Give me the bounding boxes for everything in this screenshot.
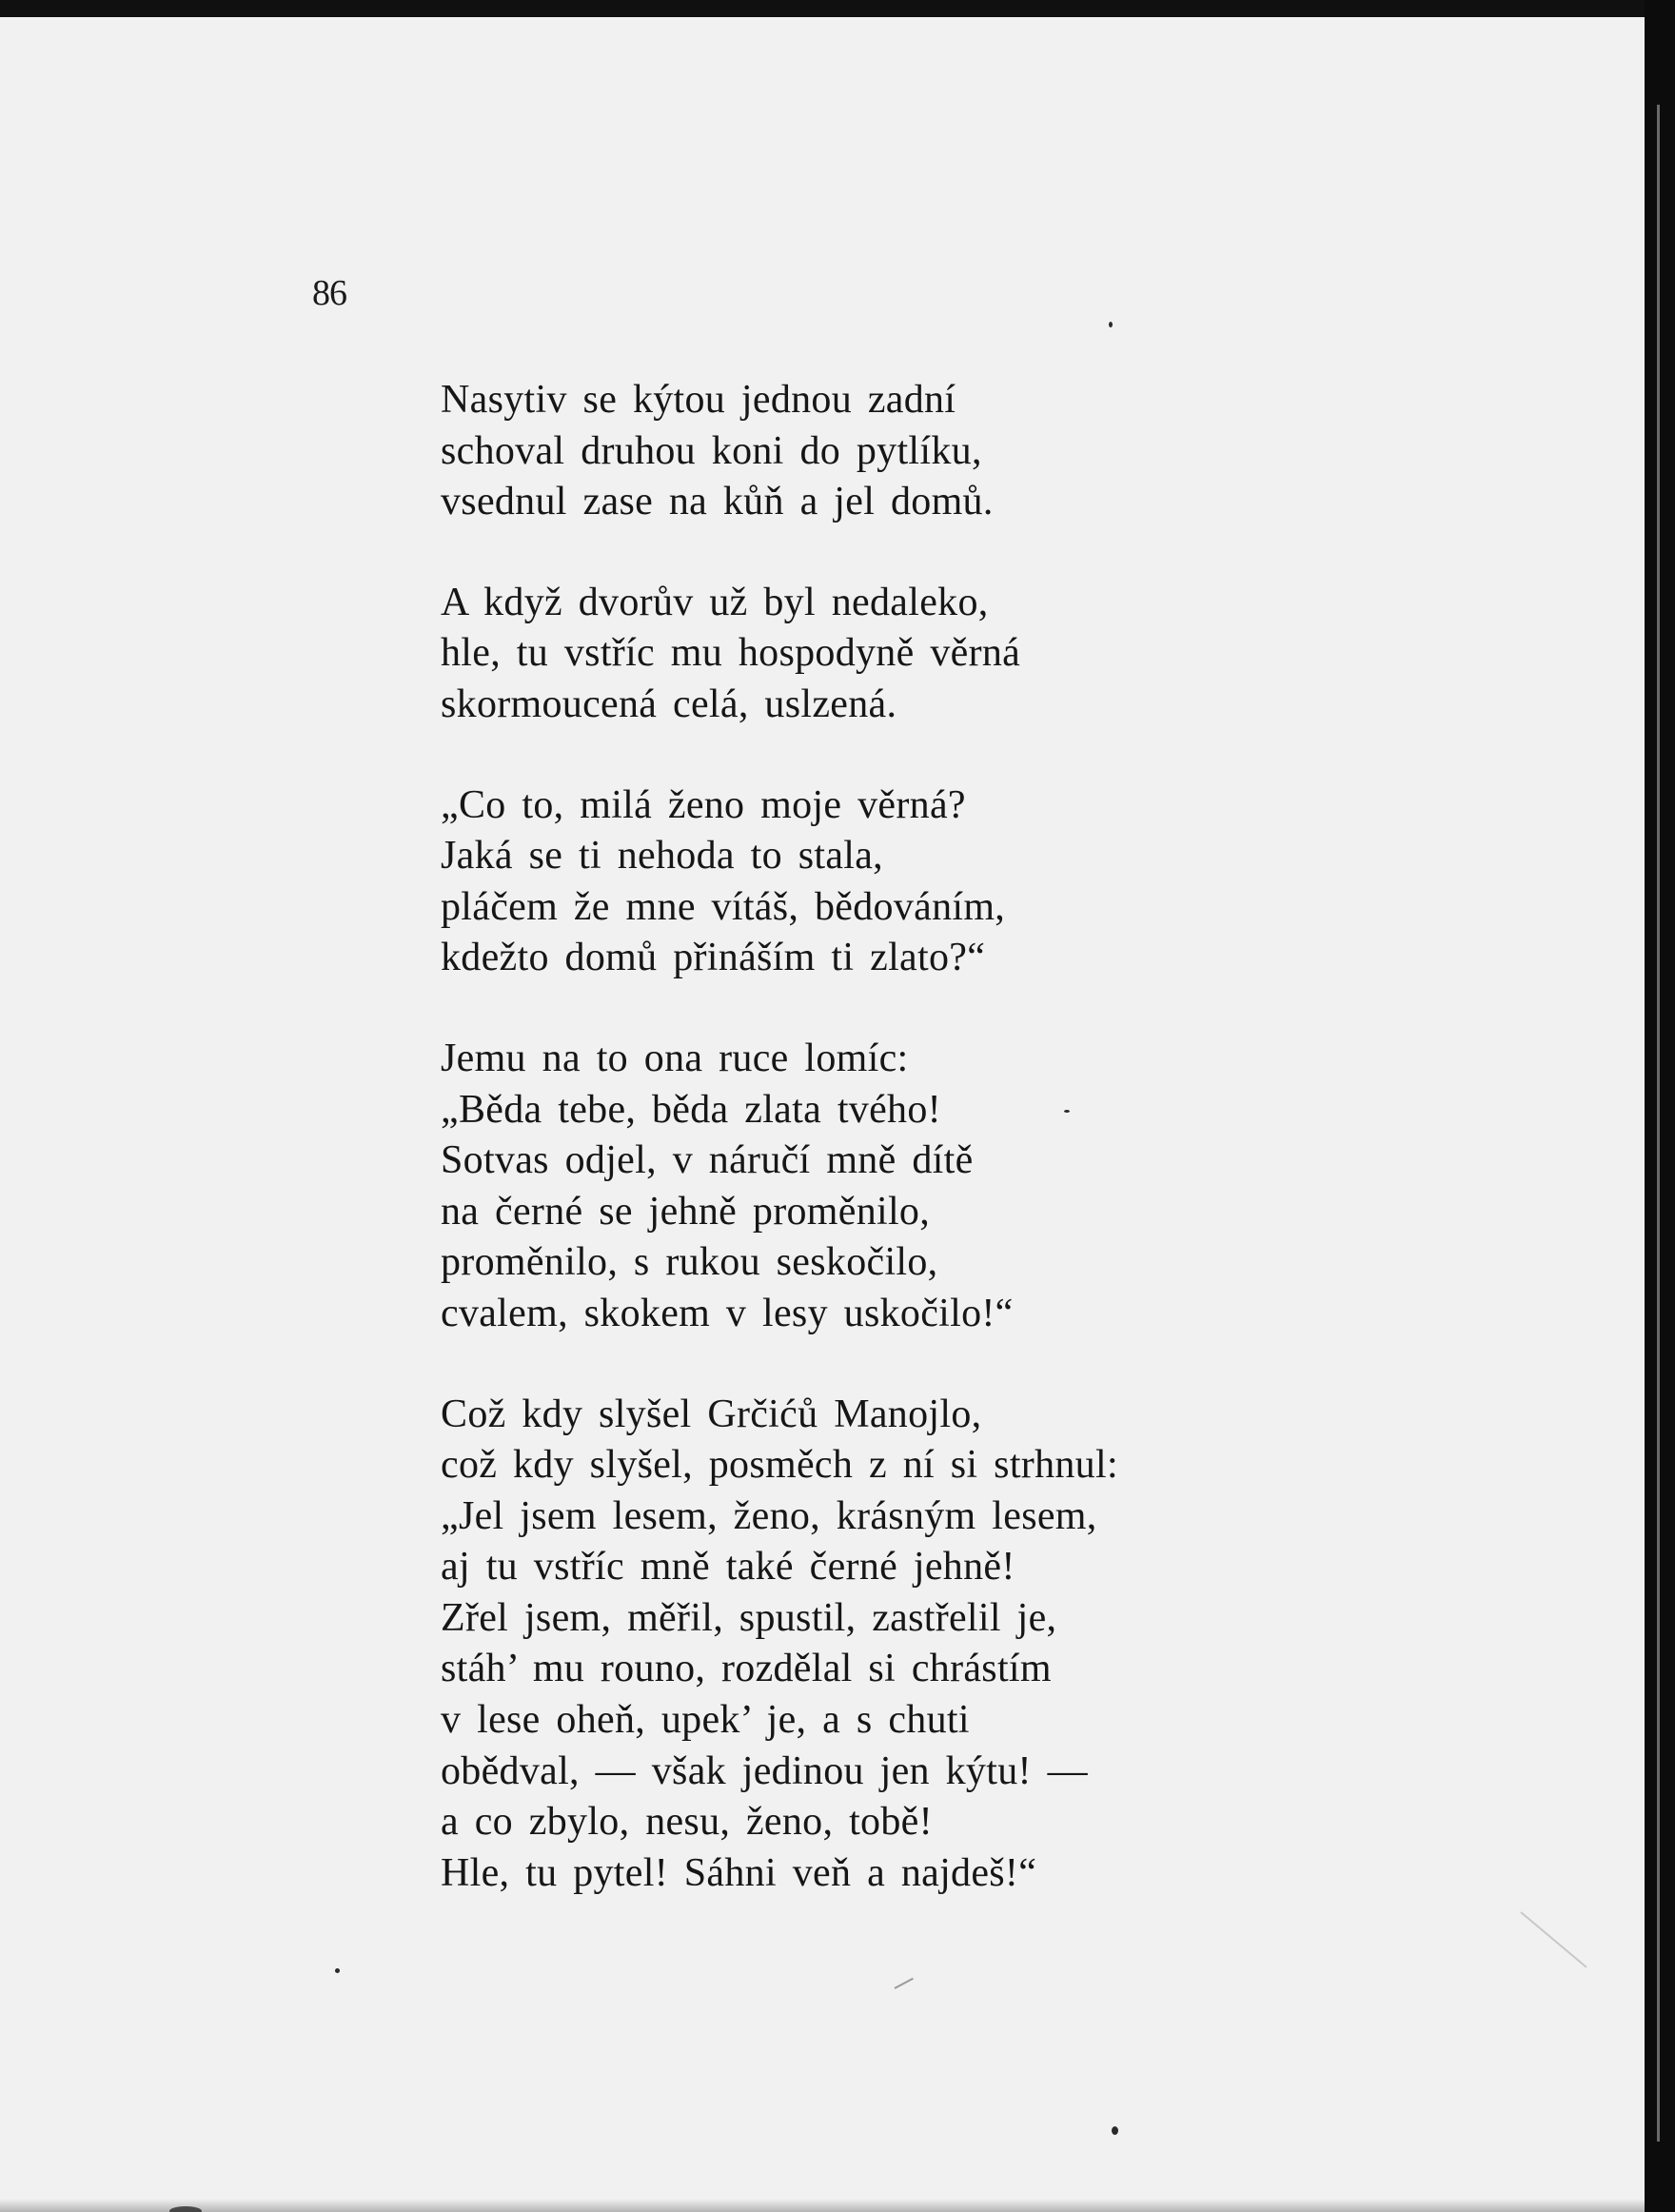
- poem-line: což kdy slyšel, posměch z ní si strhnul:: [441, 1443, 1118, 1488]
- poem-line: a co zbylo, nesu, ženo, tobě!: [441, 1800, 933, 1845]
- scan-speck: [1064, 1110, 1070, 1113]
- poem-line: skormoucená celá, uslzená.: [441, 681, 897, 726]
- poem-line: Zřel jsem, měřil, spustil, zastřelil je,: [441, 1595, 1057, 1640]
- poem-line: vsednul zase na kůň a jel domů.: [441, 480, 994, 524]
- scan-scratch: [1520, 1911, 1586, 1967]
- poem-text: [441, 375, 1535, 1899]
- scan-scratch: [895, 1978, 914, 1989]
- poem-line: pláčem že mne vítáš, bědováním,: [441, 884, 1006, 929]
- poem-line: schoval druhou koni do pytlíku,: [441, 428, 982, 473]
- scan-speck: [335, 1968, 340, 1973]
- poem-line: Jemu na to ona ruce lomíc:: [441, 1036, 909, 1080]
- poem-line: v lese oheň, upek’ je, a s chuti: [441, 1698, 970, 1743]
- scan-speck: [1112, 2126, 1118, 2135]
- poem-line: obědval, — však jedinou jen kýtu! —: [441, 1748, 1088, 1793]
- poem-line: Hle, tu pytel! Sáhni veň a najdeš!“: [441, 1850, 1037, 1895]
- poem-line: „Běda tebe, běda zlata tvého!: [441, 1087, 941, 1132]
- stanza-5: [441, 1390, 1535, 1900]
- poem-line: Sotvas odjel, v náručí mně dítě: [441, 1138, 974, 1183]
- poem-line: „Co to, milá ženo moje věrná?: [441, 782, 966, 827]
- poem-line: Což kdy slyšel Grčićů Manojlo,: [441, 1392, 982, 1436]
- page-number: 86: [312, 273, 346, 313]
- poem-line: na černé se jehně proměnilo,: [441, 1189, 931, 1234]
- poem-line: aj tu vstříc mně také černé jehně!: [441, 1545, 1015, 1590]
- stanza-2: [441, 578, 1535, 731]
- poem-line: hle, tu vstříc mu hospodyně věrná: [441, 631, 1021, 676]
- poem-line: Nasytiv se kýtou jednou zadní: [441, 378, 956, 422]
- poem-line: cvalem, skokem v lesy uskočilo!“: [441, 1291, 1014, 1335]
- poem-line: proměnilo, s rukou seskočilo,: [441, 1240, 938, 1285]
- poem-line: kdežto domů přináším ti zlato?“: [441, 936, 986, 980]
- stanza-1: [441, 375, 1535, 528]
- poem-line: Jaká se ti nehoda to stala,: [441, 834, 883, 879]
- scan-speck: [1109, 322, 1113, 327]
- stanza-4: [441, 1034, 1535, 1340]
- book-page: [0, 17, 1645, 2212]
- poem-line: „Jel jsem lesem, ženo, krásným lesem,: [441, 1493, 1097, 1538]
- binding-edge-highlight: [1657, 105, 1660, 2142]
- book-binding-edge: [1645, 0, 1675, 2212]
- poem-line: A když dvorův už byl nedaleko,: [441, 580, 989, 624]
- page-bottom-shadow: [0, 2199, 1645, 2212]
- poem-line: stáh’ mu rouno, rozdělal si chrástím: [441, 1647, 1052, 1691]
- stanza-3: [441, 780, 1535, 984]
